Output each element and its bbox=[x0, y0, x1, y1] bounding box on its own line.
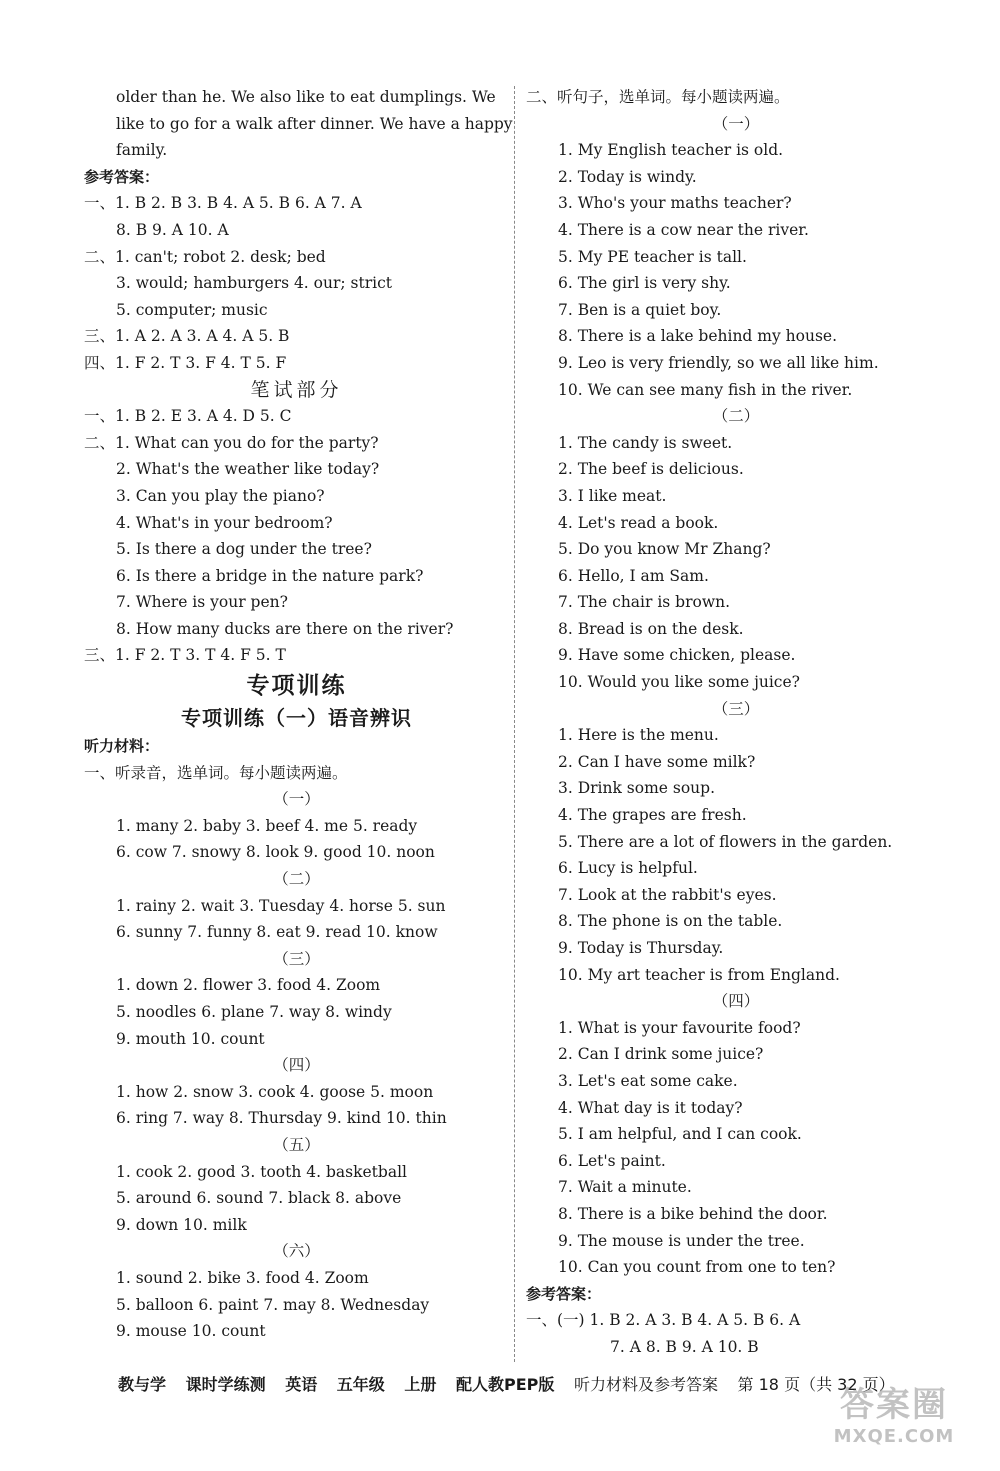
word-row: 1. down 2. flower 3. food 4. Zoom bbox=[116, 976, 381, 995]
sentence-item: 4. What day is it today? bbox=[558, 1098, 743, 1117]
answers-label: 参考答案： bbox=[526, 1284, 602, 1303]
word-row: 9. mouth 10. count bbox=[116, 1029, 265, 1048]
group-label: （六） bbox=[273, 1242, 320, 1261]
sentence-item: 6. The girl is very shy. bbox=[558, 274, 731, 293]
footer-volume: 上册 bbox=[404, 1375, 437, 1394]
written-line: 5. Is there a dog under the tree? bbox=[116, 540, 372, 559]
sentence-item: 1. My English teacher is old. bbox=[558, 141, 784, 160]
sentence-item: 9. The mouse is under the tree. bbox=[558, 1231, 805, 1250]
intro-line: family. bbox=[116, 141, 168, 160]
word-row: 6. sunny 7. funny 8. eat 9. read 10. know bbox=[116, 923, 438, 942]
answer-line: 四、1. F 2. T 3. F 4. T 5. F bbox=[84, 353, 287, 372]
group-label: （二） bbox=[712, 407, 760, 426]
footer-subject: 英语 bbox=[285, 1375, 318, 1394]
group-label: （四） bbox=[273, 1056, 320, 1075]
sentence-item: 7. Ben is a quiet boy. bbox=[558, 300, 722, 319]
sentence-item: 9. Today is Thursday. bbox=[558, 939, 724, 957]
written-line: 7. Where is your pen? bbox=[116, 593, 288, 612]
footer-page-number: 第 18 页（共 32 页） bbox=[737, 1375, 895, 1394]
group-label: （一） bbox=[712, 114, 760, 133]
answer-line: 一、(一) 1. B 2. A 3. B 4. A 5. B 6. A bbox=[526, 1311, 801, 1330]
sentence-item: 8. There is a lake behind my house. bbox=[558, 327, 838, 346]
answer-line: 7. A 8. B 9. A 10. B bbox=[610, 1337, 759, 1356]
footer-edition: 配人教PEP版 bbox=[455, 1375, 555, 1394]
word-row: 1. many 2. baby 3. beef 4. me 5. ready bbox=[116, 816, 418, 835]
column-divider bbox=[514, 86, 515, 1362]
sentence-item: 4. There is a cow near the river. bbox=[558, 220, 809, 239]
sentence-item: 7. Wait a minute. bbox=[558, 1178, 692, 1197]
left-column bbox=[84, 84, 513, 1345]
answers-label: 参考答案： bbox=[84, 167, 160, 186]
sentence-item: 1. What is your favourite food? bbox=[558, 1018, 801, 1037]
sentence-item: 6. Hello, I am Sam. bbox=[558, 566, 709, 585]
sentence-item: 2. Can I drink some juice? bbox=[558, 1045, 764, 1064]
answer-line: 5. computer; music bbox=[116, 300, 268, 319]
sentence-item: 10. Would you like some juice? bbox=[558, 673, 800, 692]
written-line: 一、1. B 2. E 3. A 4. D 5. C bbox=[84, 407, 292, 426]
sentence-item: 10. My art teacher is from England. bbox=[558, 965, 840, 984]
sentence-item: 4. The grapes are fresh. bbox=[558, 806, 747, 825]
intro-line: like to go for a walk after dinner. We have a happy bbox=[116, 114, 513, 133]
word-row: 1. how 2. snow 3. cook 4. goose 5. moon bbox=[116, 1082, 434, 1101]
footer-series: 课时学练测 bbox=[185, 1375, 266, 1394]
word-row: 5. noodles 6. plane 7. way 8. windy bbox=[116, 1003, 392, 1021]
word-row: 1. sound 2. bike 3. food 4. Zoom bbox=[116, 1268, 369, 1287]
part2-title: 二、听句子，选单词。每小题读两遍。 bbox=[526, 88, 790, 106]
group-label: （四） bbox=[712, 992, 760, 1011]
word-row: 5. balloon 6. paint 7. may 8. Wednesday bbox=[116, 1295, 430, 1314]
watermark-mark: 答案圈 bbox=[840, 1385, 948, 1425]
sentence-item: 9. Leo is very friendly, so we all like him. bbox=[558, 353, 879, 372]
special-training-title: 专项训练 bbox=[246, 673, 347, 700]
sentence-item: 1. Here is the menu. bbox=[558, 726, 719, 745]
answer-line: 一、1. B 2. B 3. B 4. A 5. B 6. A 7. A bbox=[84, 194, 362, 213]
watermark-url: MXQE.COM bbox=[833, 1426, 955, 1447]
footer-section: 听力材料及参考答案 bbox=[573, 1375, 718, 1394]
sentence-item: 9. Have some chicken, please. bbox=[558, 646, 796, 665]
written-line: 3. Can you play the piano? bbox=[116, 486, 325, 505]
word-row: 6. ring 7. way 8. Thursday 9. kind 10. thin bbox=[116, 1109, 447, 1128]
group-label: （二） bbox=[273, 870, 320, 889]
material-label: 听力材料： bbox=[84, 737, 160, 756]
sentence-item: 3. Who's your maths teacher? bbox=[558, 194, 792, 213]
sentence-item: 8. There is a bike behind the door. bbox=[558, 1204, 828, 1223]
sentence-item: 2. The beef is delicious. bbox=[558, 460, 744, 479]
sentence-item: 8. Bread is on the desk. bbox=[558, 619, 744, 638]
written-line: 2. What's the weather like today? bbox=[116, 460, 380, 479]
sentence-item: 4. Let's read a book. bbox=[558, 513, 719, 532]
word-row: 6. cow 7. snowy 8. look 9. good 10. noon bbox=[116, 843, 435, 862]
part1-title: 一、听录音，选单词。每小题读两遍。 bbox=[84, 763, 348, 782]
written-line: 二、1. What can you do for the party? bbox=[84, 433, 379, 452]
special-training-subtitle: 专项训练（一）语音辨识 bbox=[181, 706, 412, 731]
sentence-item: 2. Today is windy. bbox=[558, 167, 697, 186]
answer-line: 二、1. can't; robot 2. desk; bed bbox=[84, 247, 326, 266]
sentence-item: 3. I like meat. bbox=[558, 486, 667, 505]
answer-line: 3. would; hamburgers 4. our; strict bbox=[116, 274, 392, 293]
written-section-title: 笔试部分 bbox=[250, 378, 343, 401]
word-row: 5. around 6. sound 7. black 8. above bbox=[116, 1189, 402, 1208]
group-label: （三） bbox=[712, 699, 760, 718]
word-row: 9. down 10. milk bbox=[116, 1215, 247, 1234]
word-row: 9. mouse 10. count bbox=[116, 1322, 266, 1341]
footer-grade: 五年级 bbox=[336, 1375, 385, 1394]
written-line: 8. How many ducks are there on the river? bbox=[116, 619, 454, 638]
sentence-item: 1. The candy is sweet. bbox=[558, 433, 733, 452]
sentence-item: 10. We can see many fish in the river. bbox=[558, 380, 853, 399]
sentence-item: 5. Do you know Mr Zhang? bbox=[558, 540, 771, 559]
written-line: 4. What's in your bedroom? bbox=[116, 513, 333, 532]
sentence-item: 10. Can you count from one to ten? bbox=[558, 1258, 836, 1277]
answer-line: 三、1. A 2. A 3. A 4. A 5. B bbox=[84, 327, 290, 346]
group-label: （一） bbox=[273, 790, 320, 809]
watermark-logo bbox=[824, 1385, 964, 1457]
written-line: 三、1. F 2. T 3. T 4. F 5. T bbox=[84, 646, 286, 665]
group-label: （三） bbox=[273, 949, 320, 968]
group-label: （五） bbox=[273, 1135, 320, 1154]
sentence-item: 5. I am helpful, and I can cook. bbox=[558, 1125, 802, 1144]
sentence-item: 2. Can I have some milk? bbox=[558, 752, 756, 771]
word-row: 1. cook 2. good 3. tooth 4. basketball bbox=[116, 1162, 407, 1181]
written-line: 6. Is there a bridge in the nature park? bbox=[116, 566, 424, 585]
sentence-item: 7. The chair is brown. bbox=[558, 593, 731, 612]
word-row: 1. rainy 2. wait 3. Tuesday 4. horse 5. sun bbox=[116, 896, 446, 915]
sentence-item: 3. Drink some soup. bbox=[558, 779, 716, 798]
sentence-item: 6. Lucy is helpful. bbox=[558, 859, 698, 878]
sentence-item: 8. The phone is on the table. bbox=[558, 912, 783, 931]
right-column bbox=[526, 84, 946, 1361]
sentence-item: 5. My PE teacher is tall. bbox=[558, 247, 747, 266]
sentence-item: 7. Look at the rabbit's eyes. bbox=[558, 885, 777, 904]
answer-line: 8. B 9. A 10. A bbox=[116, 220, 229, 239]
intro-line: older than he. We also like to eat dumplings. We bbox=[116, 88, 496, 106]
sentence-item: 3. Let's eat some cake. bbox=[558, 1071, 738, 1090]
footer-brand: 教与学 bbox=[118, 1375, 167, 1394]
sentence-item: 5. There are a lot of flowers in the garden. bbox=[558, 832, 893, 851]
sentence-item: 6. Let's paint. bbox=[558, 1151, 666, 1170]
